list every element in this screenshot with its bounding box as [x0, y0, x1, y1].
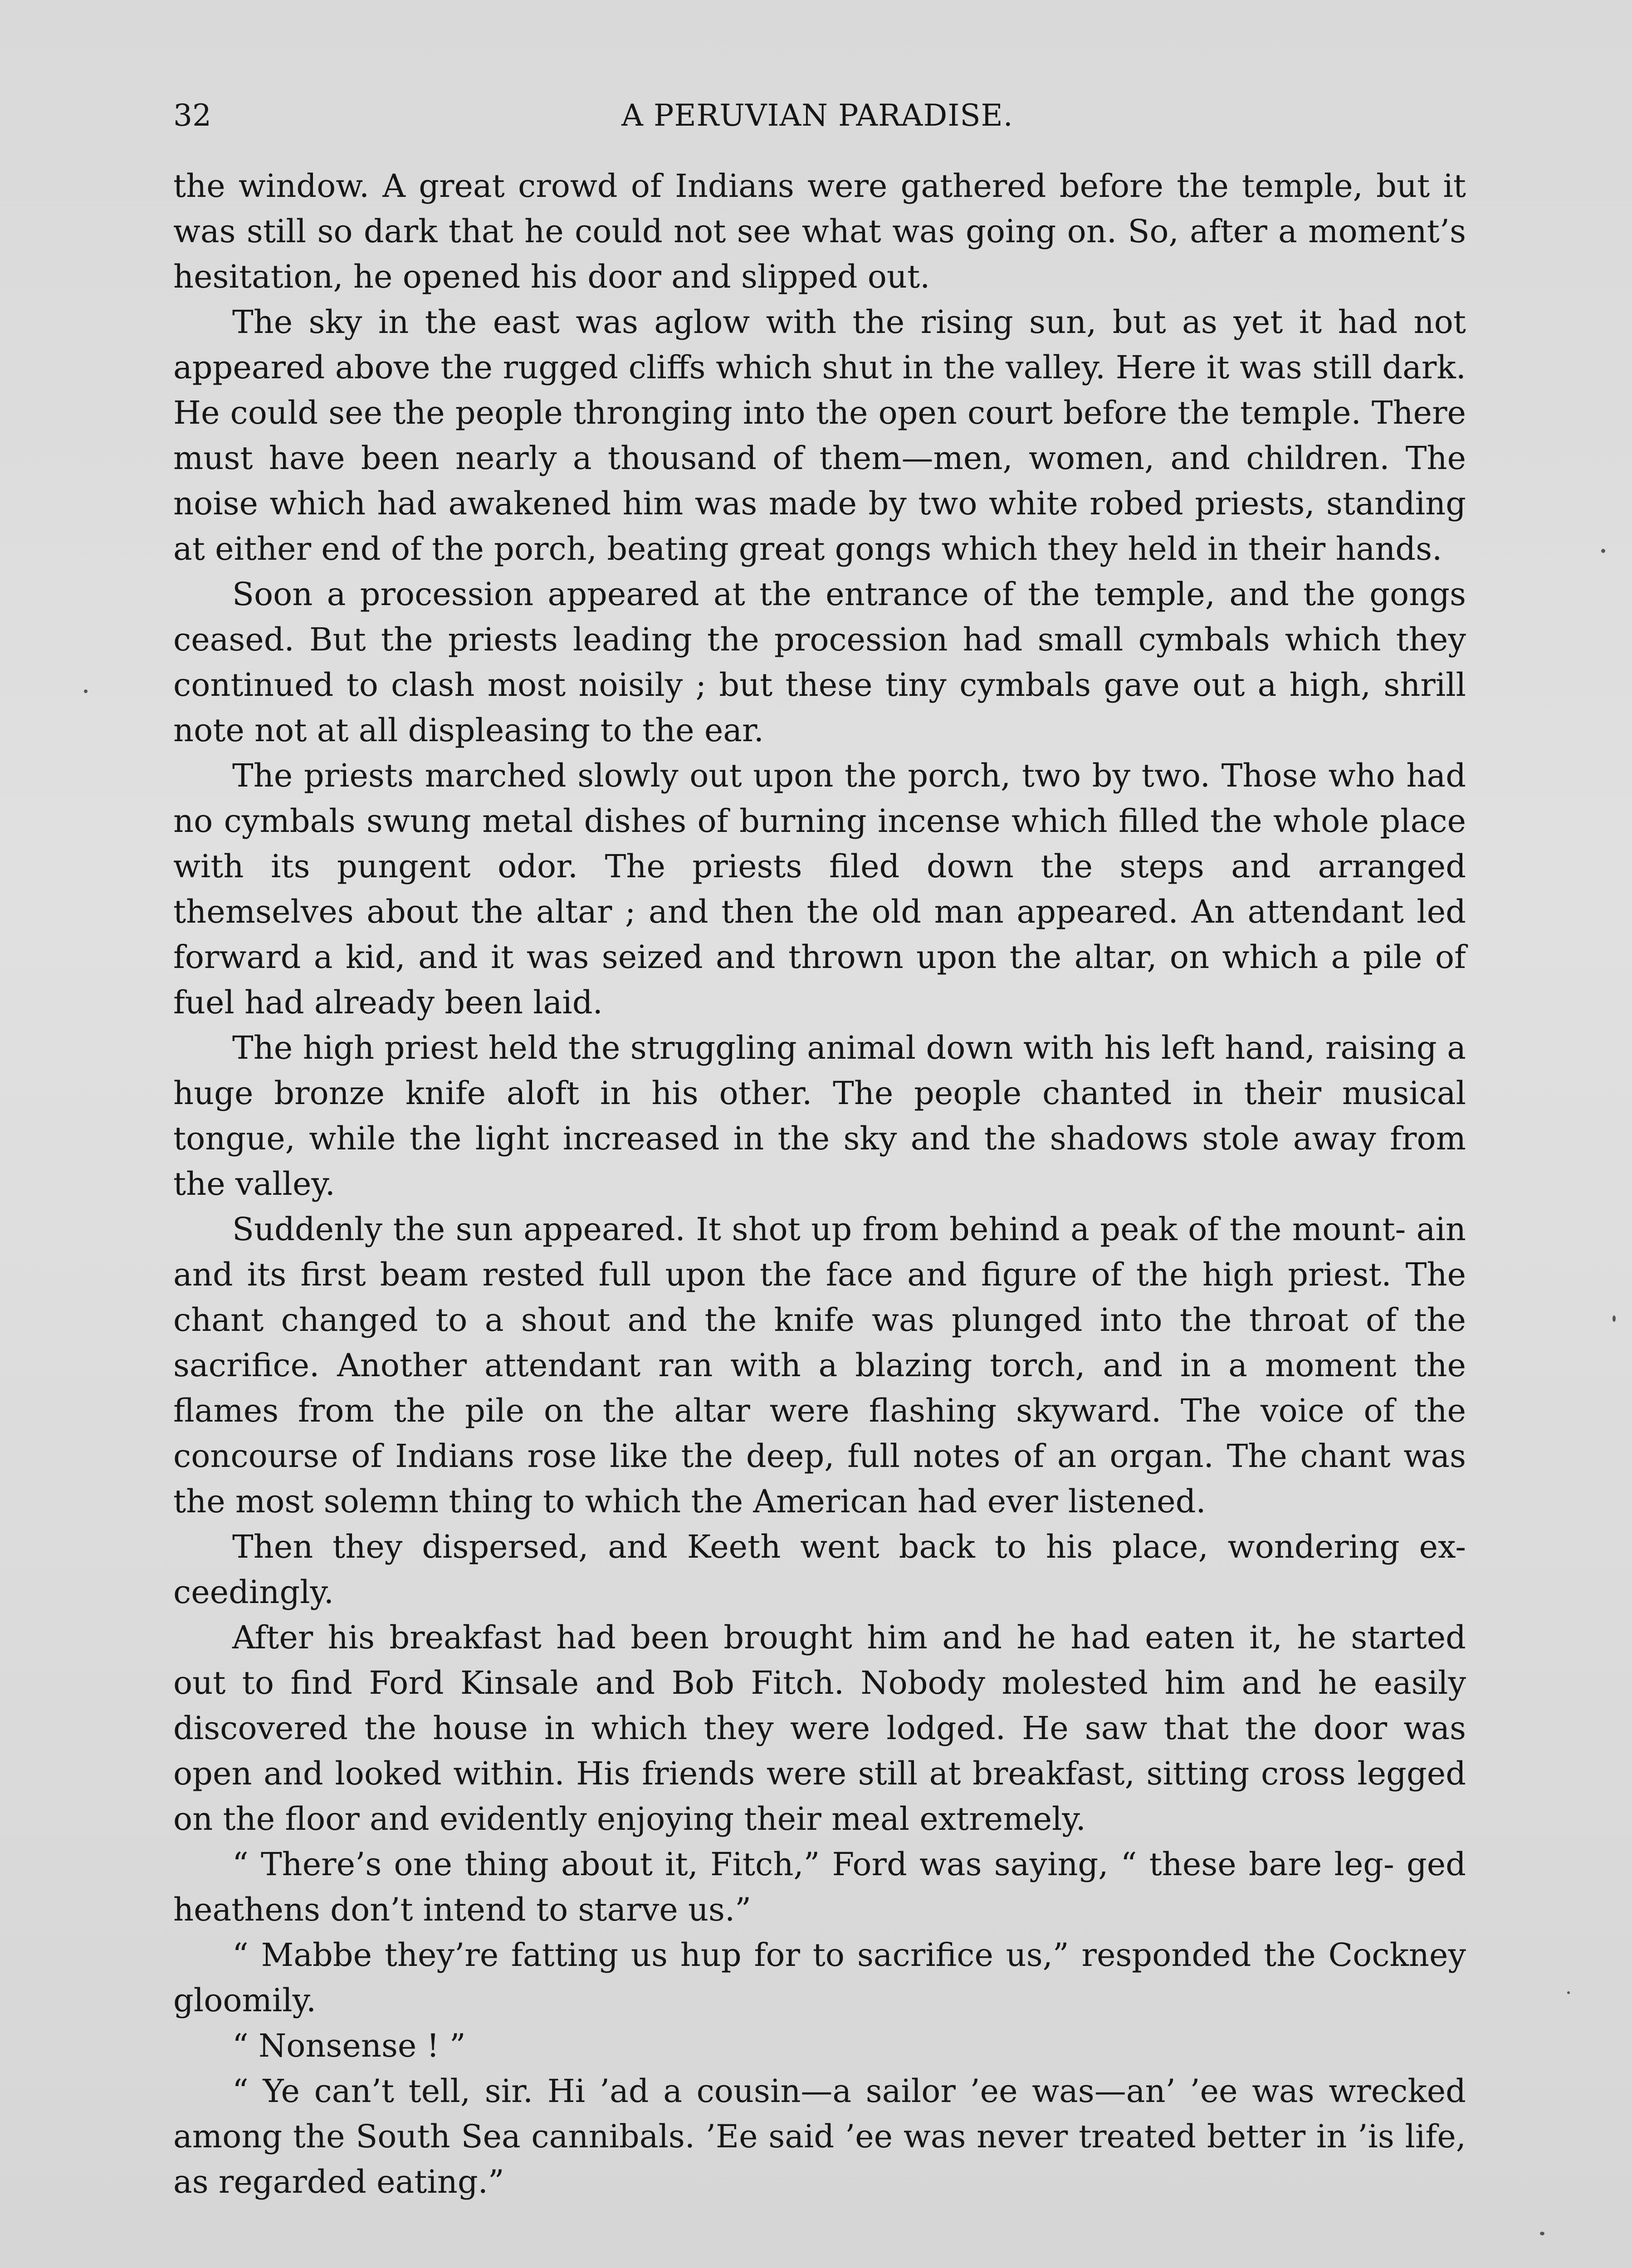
paragraph: The sky in the east was aglow with the rising sun, but as yet it had not appeared above the rugged cliffs which shut in the valley. Here it was still dark. He could see the people thronging into the open court before the temple. There must have been nearly a thousand of them—men, women, and children. The noise which had awakened him was made by two white robed priests, standing at either end of the porch, beating great gongs which they held in their hands.: [173, 303, 1466, 567]
dialogue-paragraph: “ Mabbe they’re fatting us hup for to sacrifice us,” responded the Cockney gloomily.: [173, 1936, 1466, 2019]
dialogue-paragraph: “ Ye can’t tell, sir. Hi ’ad a cousin—a sailor ’ee was—an’ ’ee was wrecked among the South Sea cannibals. ’Ee said ’ee was never treated better in ’is life, as regarded eating.”: [173, 2072, 1466, 2200]
paper-speck: [1601, 549, 1605, 553]
paragraph-continued: the window. A great crowd of Indians were gathered before the temple, but it was still so dark that he could not see what was going on. So, after a moment’s hesitation, he opened his door and slipped out.: [173, 167, 1466, 295]
dialogue-paragraph: “ Nonsense ! ”: [232, 2027, 466, 2064]
paragraph: Then they dispersed, and Keeth went back to his place, wondering ex- ceedingly.: [173, 1528, 1466, 1611]
page-number: 32: [173, 98, 211, 133]
dialogue-paragraph: “ There’s one thing about it, Fitch,” Ford was saying, “ these bare leg- ged heathens don’t intend to starve us.”: [173, 1846, 1466, 1928]
paper-speck: [1612, 1315, 1616, 1322]
paper-speck: [1567, 1991, 1570, 1994]
paper-speck: [84, 689, 88, 693]
paragraph: The priests marched slowly out upon the porch, two by two. Those who had no cymbals swung metal dishes of burning incense which filled the whole place with its pungent odor. The priests filed down the steps and arranged themselves about the altar ; and then the old man appeared. An attendant led forward a kid, and it was seized and thrown upon the altar, on which a pile of fuel had already been laid.: [173, 757, 1466, 1021]
paragraph: The high priest held the struggling animal down with his left hand, raising a huge bronze knife aloft in his other. The people chanted in their musical tongue, while the light increased in the sky and the shadows stole away from the valley.: [173, 1029, 1466, 1202]
paper-speck: [1540, 2232, 1544, 2235]
body-text: [173, 163, 1466, 2204]
paragraph: After his breakfast had been brought him and he had eaten it, he started out to find Ford Kinsale and Bob Fitch. Nobody molested him and he easily discovered the house in which they were lodged. He saw that the door was open and looked within. His friends were still at breakfast, sitting cross legged on the floor and evidently enjoying their meal extremely.: [173, 1619, 1466, 1838]
paragraph: Suddenly the sun appeared. It shot up from behind a peak of the mount- ain and its first beam rested full upon the face and figure of the high priest. The chant changed to a shout and the knife was plunged into the throat of the sacrifice. Another attendant ran with a blazing torch, and in a moment the flames from the pile on the altar were flashing skyward. The voice of the concourse of Indians rose like the deep, full notes of an organ. The chant was the most solemn thing to which the American had ever listened.: [173, 1211, 1466, 1520]
page-header: [173, 98, 1461, 143]
paragraph: Soon a procession appeared at the entrance of the temple, and the gongs ceased. But the priests leading the procession had small cymbals which they continued to clash most noisily ; but these tiny cymbals gave out a high, shrill note not at all displeasing to the ear.: [173, 576, 1466, 749]
running-title: A PERUVIAN PARADISE.: [621, 98, 1013, 133]
